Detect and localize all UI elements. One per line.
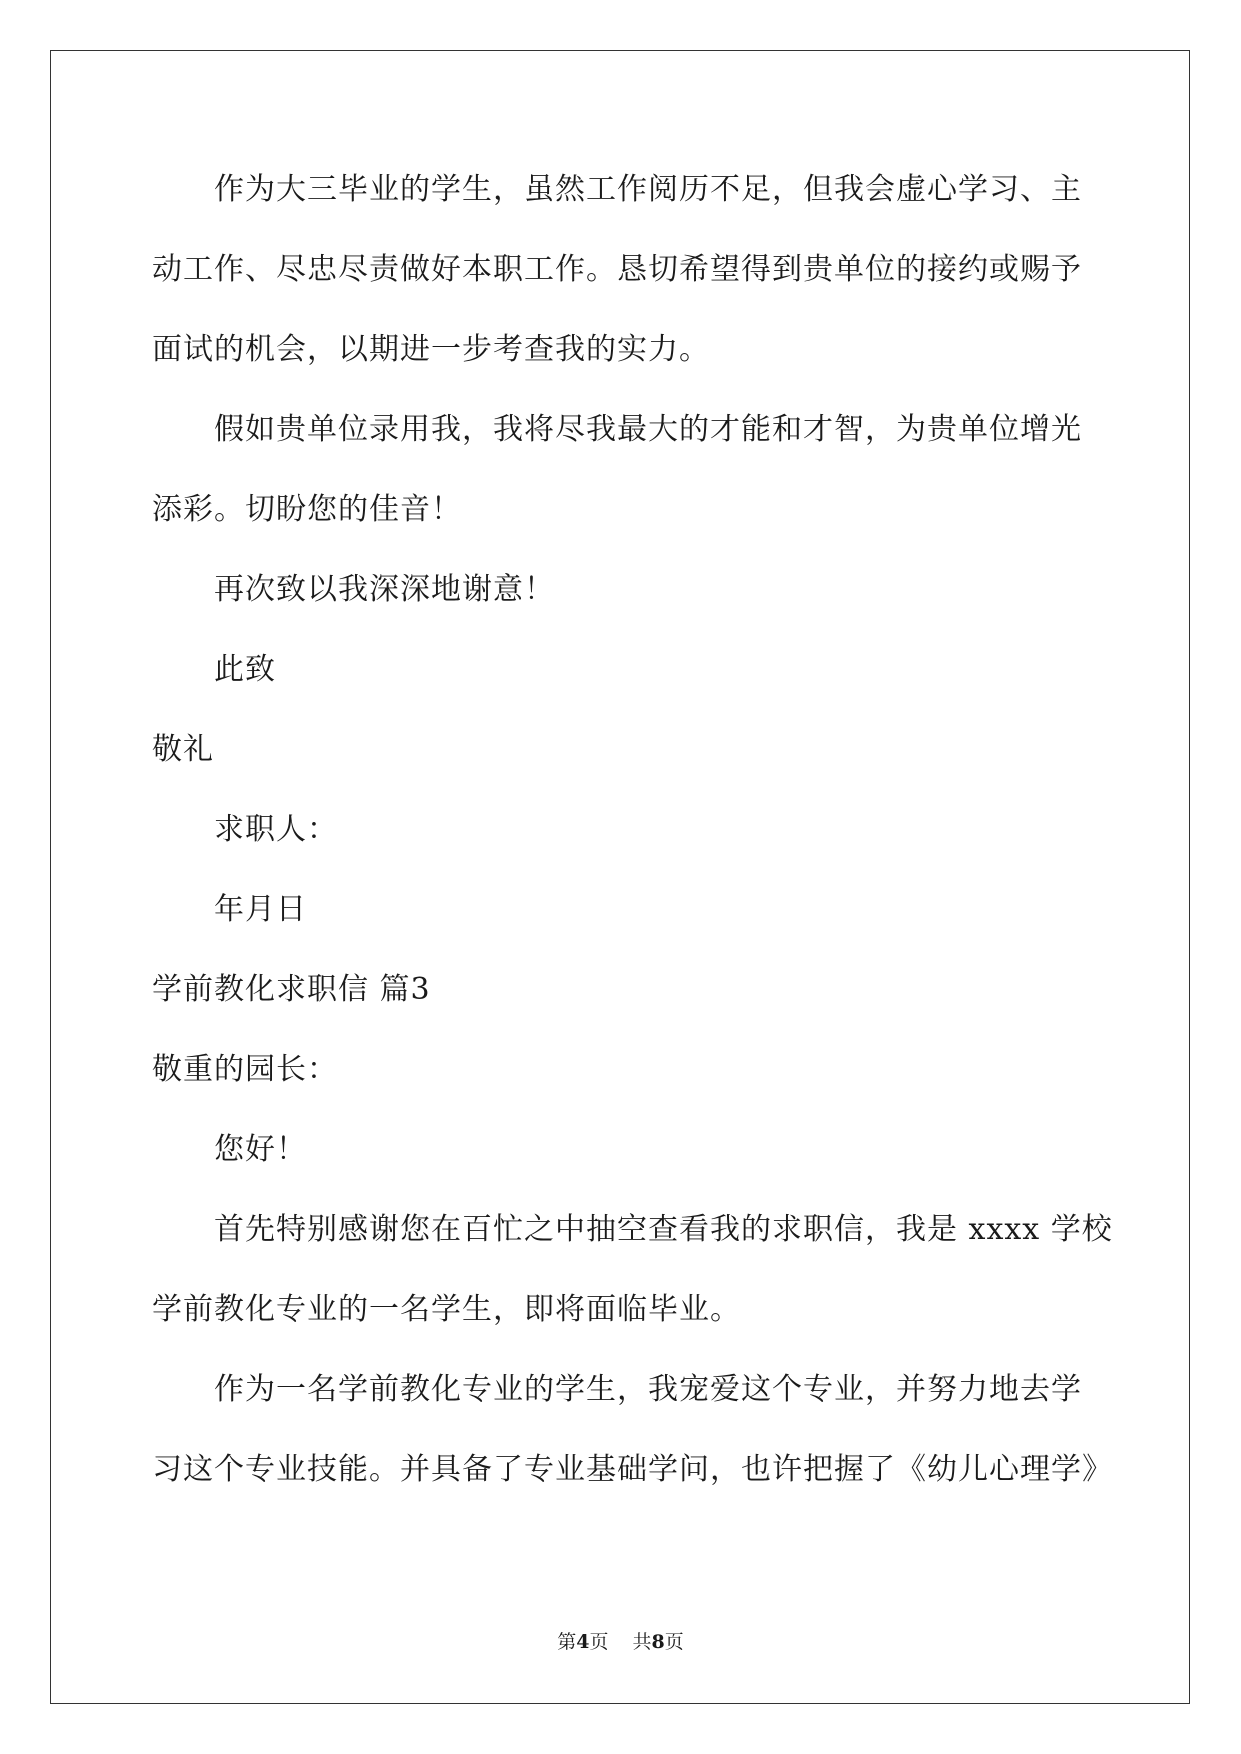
paragraph-line: 面试的机会，以期进一步考查我的实力。	[152, 332, 710, 367]
date-line: 年月日	[214, 892, 307, 927]
closing-line: 此致	[214, 652, 276, 687]
current-page-number: 4	[576, 1631, 590, 1653]
total-page-number: 8	[651, 1631, 665, 1653]
footer-total-prefix: 共	[632, 1631, 652, 1653]
paragraph-line: 假如贵单位录用我，我将尽我最大的才能和才智，为贵单位增光	[214, 412, 1082, 447]
greeting-line: 敬重的园长：	[152, 1052, 338, 1087]
paragraph-line: 首先特别感谢您在百忙之中抽空查看我的求职信，我是 xxxx 学校	[214, 1212, 1113, 1247]
paragraph-line: 学前教化专业的一名学生，即将面临毕业。	[152, 1292, 741, 1327]
salutation-line: 敬礼	[152, 732, 214, 767]
signature-line: 求职人：	[214, 812, 338, 847]
greeting-line: 您好！	[214, 1132, 307, 1167]
footer-prefix: 第	[557, 1631, 577, 1653]
section-heading: 学前教化求职信 篇3	[152, 972, 431, 1007]
paragraph-line: 习这个专业技能。并具备了专业基础学问，也许把握了《幼儿心理学》	[152, 1452, 1113, 1487]
footer-mid: 页	[589, 1631, 609, 1653]
paragraph-line: 动工作、尽忠尽责做好本职工作。恳切希望得到贵单位的接约或赐予	[152, 252, 1082, 287]
document-body	[152, 162, 1113, 1522]
paragraph-line: 作为一名学前教化专业的学生，我宠爱这个专业，并努力地去学	[214, 1372, 1082, 1407]
page-footer	[0, 1628, 1241, 1656]
paragraph-line: 添彩。切盼您的佳音！	[152, 492, 462, 527]
paragraph-line: 作为大三毕业的学生，虽然工作阅历不足，但我会虚心学习、主	[214, 172, 1082, 207]
paragraph-line: 再次致以我深深地谢意！	[214, 572, 555, 607]
footer-suffix: 页	[664, 1631, 684, 1653]
